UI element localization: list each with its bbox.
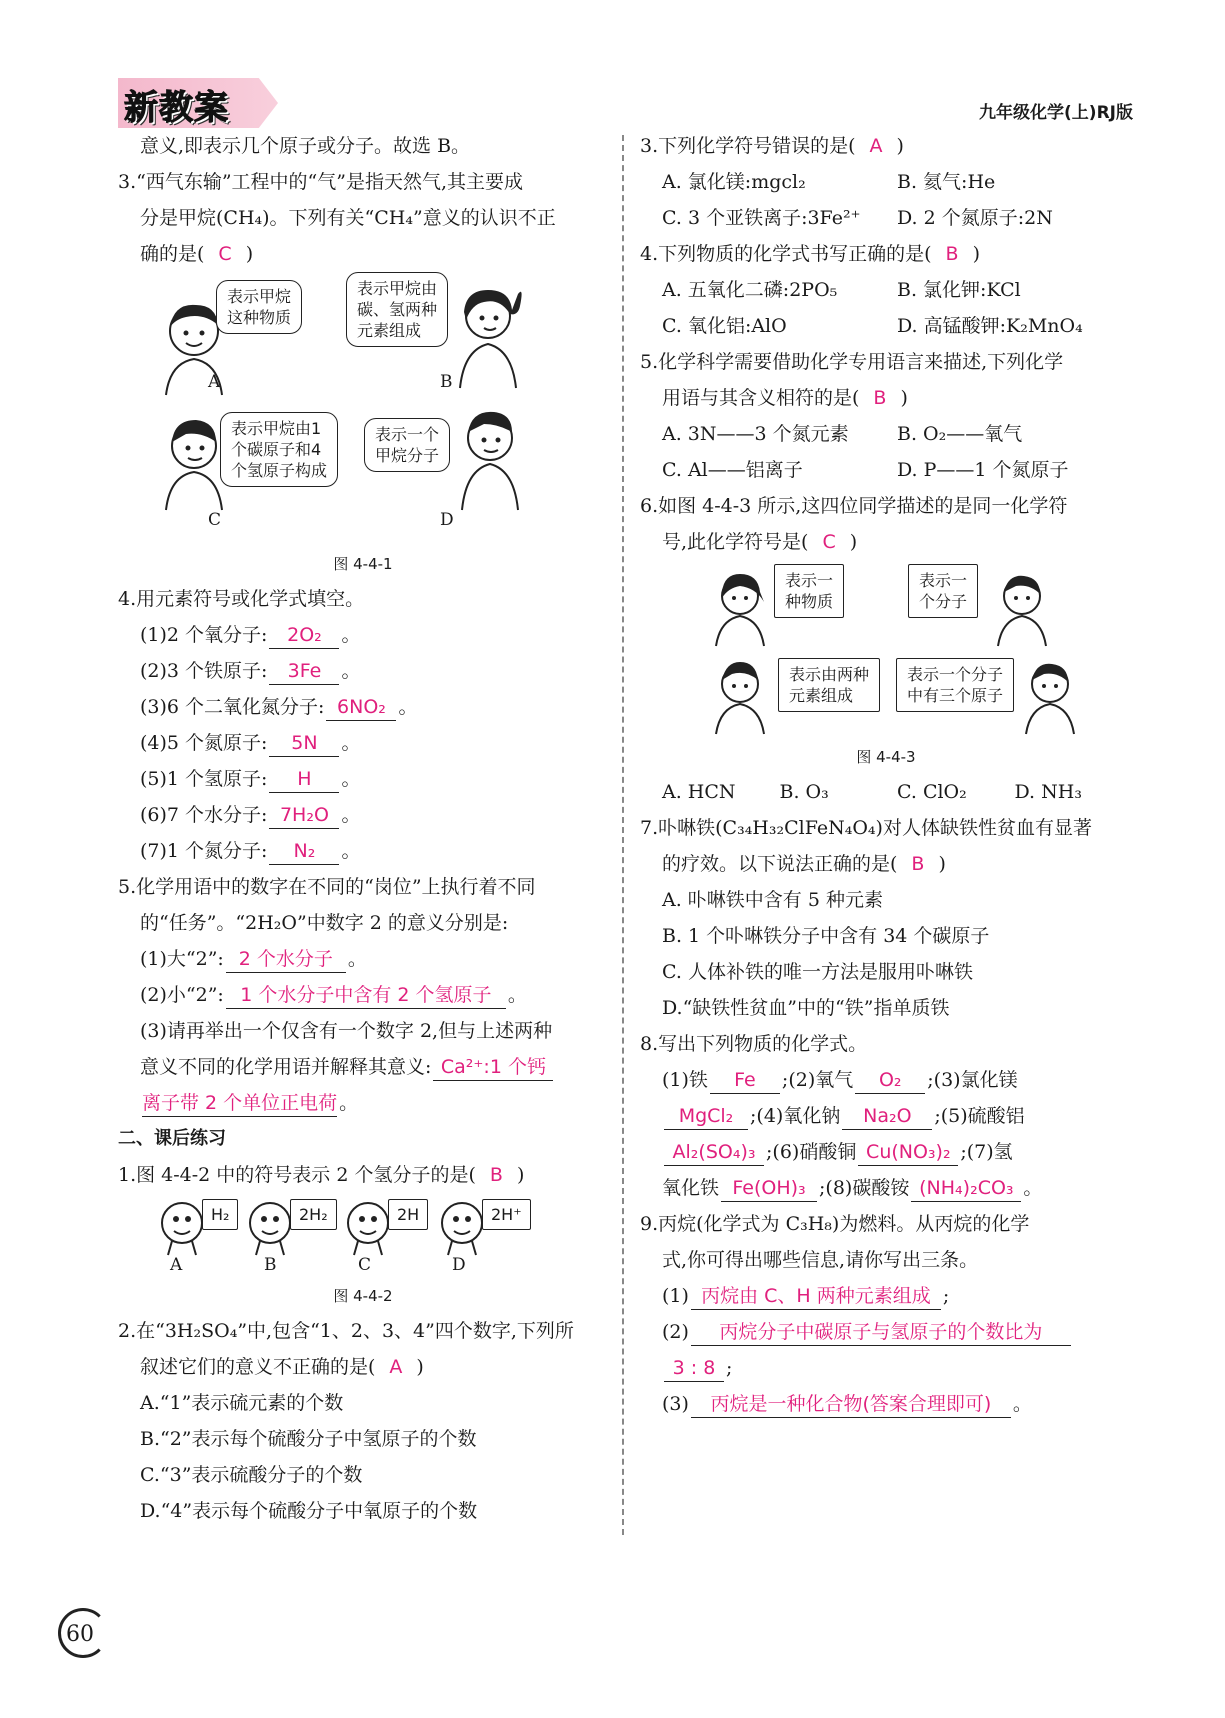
figure-caption: 图 4-4-2: [333, 1287, 393, 1305]
answer: B: [489, 1164, 503, 1186]
answer-blank: 5N: [269, 730, 339, 757]
speech-bubble: 表示一个分子 中有三个原子: [896, 658, 1014, 712]
option: C. 3 个亚铁离子:3Fe²⁺: [662, 207, 861, 229]
girl-illustration: [710, 568, 770, 648]
figure-caption: 图 4-4-3: [856, 748, 916, 766]
symbol-box-c: 2H: [388, 1199, 428, 1230]
answer-blank: Fe: [710, 1067, 780, 1094]
option-row: [640, 164, 1132, 200]
exercise-7-line2: 的疗效。以下说法正确的是( B ): [662, 853, 946, 875]
option: B. 氯化钾:KCl: [897, 279, 1021, 301]
edition-label: 九年级化学(上)RJ版: [979, 103, 1133, 123]
answer-blank: N₂: [269, 838, 339, 865]
exercise-8-title: 8.写出下列物质的化学式。: [640, 1033, 868, 1055]
boy-c-illustration: [158, 412, 228, 512]
option: A. 3N——3 个氮元素: [662, 423, 849, 445]
symbol-box-b: 2H₂: [290, 1199, 337, 1230]
option: D. 2 个氮原子:2N: [897, 207, 1053, 229]
hydrogen-character-d: [438, 1197, 488, 1257]
option: D. P——1 个氮原子: [897, 459, 1069, 481]
label-a: A: [208, 372, 221, 392]
answer-blank: Na₂O: [842, 1103, 932, 1130]
section-heading: 二、课后练习: [118, 1128, 226, 1149]
fill-item: (2)小“2”: 1 个水分子中含有 2 个氢原子 。: [118, 977, 608, 1013]
answer-blank: Fe(OH)₃: [721, 1175, 817, 1202]
fill-item: (1) 丙烷由 C、H 两种元素组成 ;: [640, 1278, 1132, 1314]
question-3-line1: 3.“西气东输”工程中的“气”是指天然气,其主要成: [118, 171, 524, 193]
option: B.“2”表示每个硫酸分子中氢原子的个数: [140, 1428, 477, 1450]
answer-blank: 6NO₂: [326, 694, 396, 721]
hydrogen-character-b: [246, 1197, 296, 1257]
exercise-7-line1: 7.卟啉铁(C₃₄H₃₂ClFeN₄O₄)对人体缺铁性贫血有显著: [640, 817, 1092, 839]
logo-text: 新教案: [124, 88, 229, 128]
figure-4-4-2: [118, 1193, 608, 1279]
option: A. HCN: [662, 781, 736, 803]
exercise-1: 1.图 4-4-2 中的符号表示 2 个氢分子的是( B ): [118, 1164, 525, 1186]
answer-blank: Ca²⁺:1 个钙: [433, 1054, 553, 1081]
exercise-9-line1: 9.丙烷(化学式为 C₃H₈)为燃料。从丙烷的化学: [640, 1213, 1030, 1235]
option-row: [640, 452, 1132, 488]
option-row: [640, 308, 1132, 344]
fill-item: 3 : 8 ;: [640, 1350, 1132, 1386]
speech-bubble: 表示由两种 元素组成: [778, 658, 880, 712]
fill-item: (1)大“2”: 2 个水分子 。: [118, 941, 608, 977]
label-c: C: [208, 510, 222, 530]
answer-blank: 7H₂O: [269, 802, 339, 829]
answer-blank: O₂: [855, 1067, 925, 1094]
fill-item: (2) 丙烷分子中碳原子与氢原子的个数比为: [640, 1314, 1132, 1350]
speech-bubble-c: 表示甲烷由1 个碳原子和4 个氢原子构成: [220, 412, 338, 487]
speech-bubble-d: 表示一个 甲烷分子: [364, 418, 450, 472]
exercise-6-line2: 号,此化学符号是( C ): [662, 531, 858, 553]
text-line: 意义,即表示几个原子或分子。故选 B。: [140, 135, 471, 157]
option: A.“1”表示硫元素的个数: [140, 1392, 344, 1414]
option: B. 1 个卟啉铁分子中含有 34 个碳原子: [662, 925, 990, 947]
label-d: D: [440, 510, 454, 530]
answer-blank: 丙烷由 C、H 两种元素组成: [691, 1283, 941, 1310]
answer-blank: H: [269, 766, 339, 793]
label-d: D: [452, 1255, 466, 1275]
option: B. 氦气:He: [897, 171, 996, 193]
right-column: [640, 128, 1132, 1422]
answer-blank: 2 个水分子: [226, 946, 346, 973]
speech-bubble-b: 表示甲烷由 碳、氢两种 元素组成: [346, 272, 448, 347]
exercise-6-line1: 6.如图 4-4-3 所示,这四位同学描述的是同一化学符: [640, 495, 1068, 517]
option: C. 氧化铝:AlO: [662, 315, 787, 337]
option: A. 氯化镁:mgcl₂: [662, 171, 806, 193]
answer-blank: 丙烷分子中碳原子与氢原子的个数比为: [691, 1319, 1071, 1346]
answer-blank: 离子带 2 个单位正电荷: [142, 1090, 337, 1117]
figure-4-4-3: [640, 560, 1132, 740]
fill-item: (3)6 个二氧化氮分子: 6NO₂ 。: [118, 689, 608, 725]
fill-item: (5)1 个氢原子: H 。: [118, 761, 608, 797]
option: C. Al——铝离子: [662, 459, 803, 481]
option-row: [640, 774, 1132, 810]
speech-bubble: 表示一 个分子: [908, 564, 978, 618]
fill-item: (2)3 个铁原子: 3Fe 。: [118, 653, 608, 689]
option: D. NH₃: [1014, 781, 1082, 803]
question-5-part3-line1: (3)请再举出一个仅含有一个数字 2,但与上述两种: [140, 1020, 553, 1042]
fill-item: (3) 丙烷是一种化合物(答案合理即可) 。: [640, 1386, 1132, 1422]
option: C. ClO₂: [897, 781, 967, 803]
girl-b-illustration: [448, 280, 528, 390]
page-number: 60: [66, 1622, 94, 1647]
answer-blank: Al₂(SO₄)₃: [664, 1139, 764, 1166]
answer: A: [389, 1356, 403, 1378]
label-b: B: [440, 372, 453, 392]
fill-item: (4)5 个氮原子: 5N 。: [118, 725, 608, 761]
answer: B: [911, 853, 925, 875]
boy-illustration: [992, 568, 1052, 648]
option-row: [640, 416, 1132, 452]
speech-bubble: 表示一 种物质: [774, 564, 844, 618]
fill-item: 意义不同的化学用语并解释其意义: Ca²⁺:1 个钙: [118, 1049, 608, 1085]
answer-blank: Cu(NO₃)₂: [858, 1139, 958, 1166]
option: D.“缺铁性贫血”中的“铁”指单质铁: [662, 997, 950, 1019]
option: D.“4”表示每个硫酸分子中氧原子的个数: [140, 1500, 478, 1522]
answer: A: [869, 135, 883, 157]
exercise-5-line1: 5.化学科学需要借助化学专用语言来描述,下列化学: [640, 351, 1064, 373]
question-5-line2: 的“任务”。“2H₂O”中数字 2 的意义分别是:: [140, 912, 509, 934]
answer: C: [822, 531, 836, 553]
symbol-box-d: 2H⁺: [482, 1199, 531, 1230]
answer-blank: 3Fe: [269, 658, 339, 685]
answer: B: [873, 387, 887, 409]
exercise-2-line2: 叙述它们的意义不正确的是( A ): [140, 1356, 424, 1378]
option: D. 高锰酸钾:K₂MnO₄: [897, 315, 1083, 337]
question-4-title: 4.用元素符号或化学式填空。: [118, 588, 365, 610]
question-3-line3: 确的是( C ): [140, 243, 254, 265]
label-c: C: [358, 1255, 372, 1275]
label-b: B: [264, 1255, 277, 1275]
figure-4-4-1: [118, 272, 608, 547]
symbol-box-a: H₂: [202, 1199, 238, 1230]
speech-bubble-a: 表示甲烷 这种物质: [216, 280, 302, 334]
exercise-8-line2: MgCl₂ ;(4)氧化钠 Na₂O ;(5)硫酸铝: [640, 1098, 1132, 1134]
answer-blank: (NH₄)₂CO₃: [911, 1175, 1021, 1202]
figure-caption: 图 4-4-1: [333, 555, 393, 573]
option: C.“3”表示硫酸分子的个数: [140, 1464, 363, 1486]
exercise-5-line2: 用语与其含义相符的是( B ): [662, 387, 908, 409]
exercise-3: 3.下列化学符号错误的是( A ): [640, 135, 904, 157]
answer: B: [945, 243, 959, 265]
fill-item: (7)1 个氮分子: N₂ 。: [118, 833, 608, 869]
answer-blank: 丙烷是一种化合物(答案合理即可): [691, 1391, 1011, 1418]
fill-item: (1)2 个氧分子: 2O₂ 。: [118, 617, 608, 653]
option: B. O₃: [779, 781, 829, 803]
boy-d-illustration: [454, 402, 524, 512]
question-3-line2: 分是甲烷(CH₄)。下列有关“CH₄”意义的认识不正: [140, 207, 556, 229]
boy-illustration-3: [1020, 656, 1080, 736]
exercise-8-line3: Al₂(SO₄)₃ ;(6)硝酸铜 Cu(NO₃)₂ ;(7)氢: [640, 1134, 1132, 1170]
option: B. O₂——氧气: [897, 423, 1023, 445]
option-row: [640, 272, 1132, 308]
column-divider: [622, 135, 624, 1535]
left-column: [118, 128, 608, 1529]
exercise-2-line1: 2.在“3H₂SO₄”中,包含“1、2、3、4”四个数字,下列所: [118, 1320, 574, 1342]
hydrogen-character-c: [344, 1197, 394, 1257]
label-a: A: [170, 1255, 183, 1275]
hydrogen-character-a: [158, 1197, 208, 1257]
answer: C: [218, 243, 232, 265]
option-row: [640, 200, 1132, 236]
exercise-4: 4.下列物质的化学式书写正确的是( B ): [640, 243, 981, 265]
answer-blank: 1 个水分子中含有 2 个氢原子: [226, 982, 506, 1009]
answer-blank: 2O₂: [269, 622, 339, 649]
exercise-8-line4: 氧化铁 Fe(OH)₃ ;(8)碳酸铵 (NH₄)₂CO₃ 。: [640, 1170, 1132, 1206]
fill-item: 离子带 2 个单位正电荷 。: [118, 1085, 608, 1121]
option: A. 卟啉铁中含有 5 种元素: [662, 889, 883, 911]
exercise-8-line1: (1)铁 Fe ;(2)氧气 O₂ ;(3)氯化镁: [640, 1062, 1132, 1098]
boy-illustration-2: [710, 656, 770, 736]
exercise-9-line2: 式,你可得出哪些信息,请你写出三条。: [662, 1249, 979, 1271]
fill-item: (6)7 个水分子: 7H₂O 。: [118, 797, 608, 833]
question-5-line1: 5.化学用语中的数字在不同的“岗位”上执行着不同: [118, 876, 536, 898]
answer-blank: MgCl₂: [664, 1103, 748, 1130]
option: C. 人体补铁的唯一方法是服用卟啉铁: [662, 961, 973, 983]
option: A. 五氧化二磷:2PO₅: [662, 279, 838, 301]
answer-blank: 3 : 8: [664, 1355, 724, 1382]
